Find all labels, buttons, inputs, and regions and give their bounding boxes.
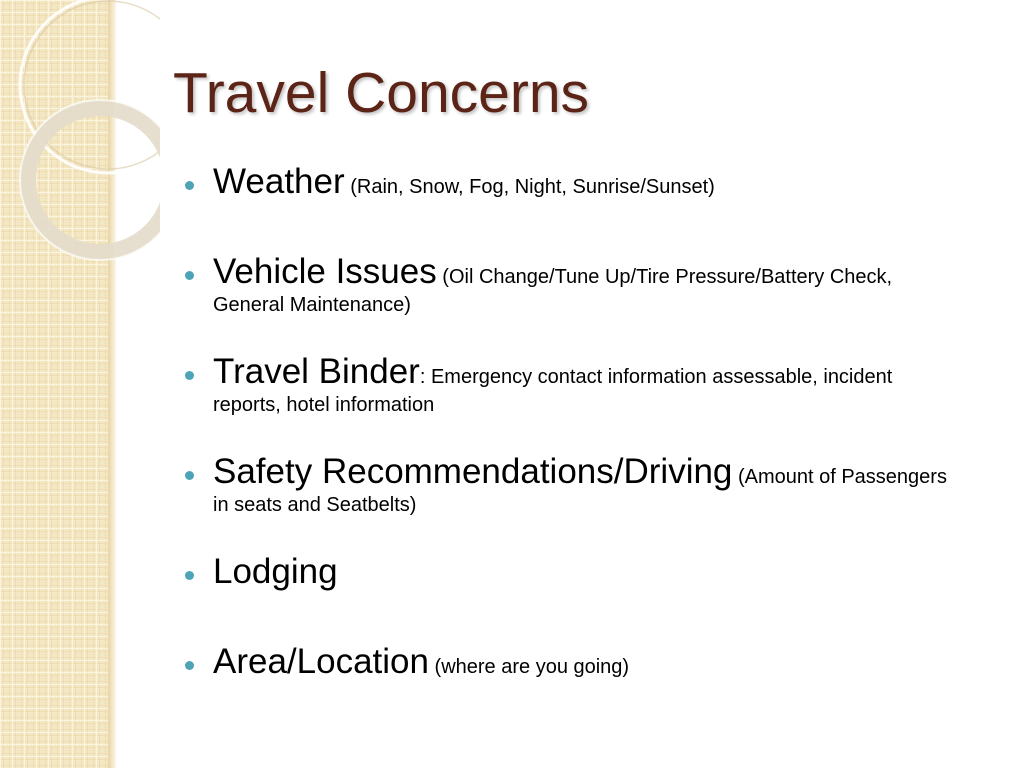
bullet-text bbox=[213, 354, 953, 420]
bullet-dot-icon bbox=[185, 271, 194, 280]
bullet-text bbox=[213, 254, 953, 320]
bullet-detail-text: (Oil Change/Tune Up/Tire Pressure/Battery Check, General Maintenance) bbox=[213, 266, 893, 316]
bullet-main-text: Vehicle Issues bbox=[213, 252, 437, 291]
bullet-detail-text: : Emergency contact information assessable, incident reports, hotel information bbox=[213, 366, 893, 416]
bullet-main-text: Weather bbox=[213, 162, 345, 201]
bullet-dot-icon bbox=[185, 571, 194, 580]
bullet-main-text: Safety Recommendations/Driving bbox=[213, 452, 733, 491]
slide-title: Travel Concerns bbox=[173, 61, 590, 125]
bullet-dot-icon bbox=[185, 371, 194, 380]
decorative-rings bbox=[0, 0, 160, 280]
bullet-text bbox=[213, 164, 953, 202]
bullet-main-text: Area/Location bbox=[213, 642, 429, 681]
bullet-detail-text: (where are you going) bbox=[428, 656, 630, 678]
bullet-detail-text: (Rain, Snow, Fog, Night, Sunrise/Sunset) bbox=[344, 176, 715, 198]
bullet-detail-text: (Amount of Passengers in seats and Seatbelts) bbox=[213, 466, 947, 516]
bullet-text bbox=[213, 454, 953, 520]
bullet-text bbox=[213, 554, 953, 592]
bullet-dot-icon bbox=[185, 181, 194, 190]
bullet-text bbox=[213, 644, 953, 682]
bullet-main-text: Lodging bbox=[213, 552, 338, 591]
bullet-main-text: Travel Binder bbox=[213, 352, 420, 391]
bullet-dot-icon bbox=[185, 661, 194, 670]
bullet-dot-icon bbox=[185, 471, 194, 480]
